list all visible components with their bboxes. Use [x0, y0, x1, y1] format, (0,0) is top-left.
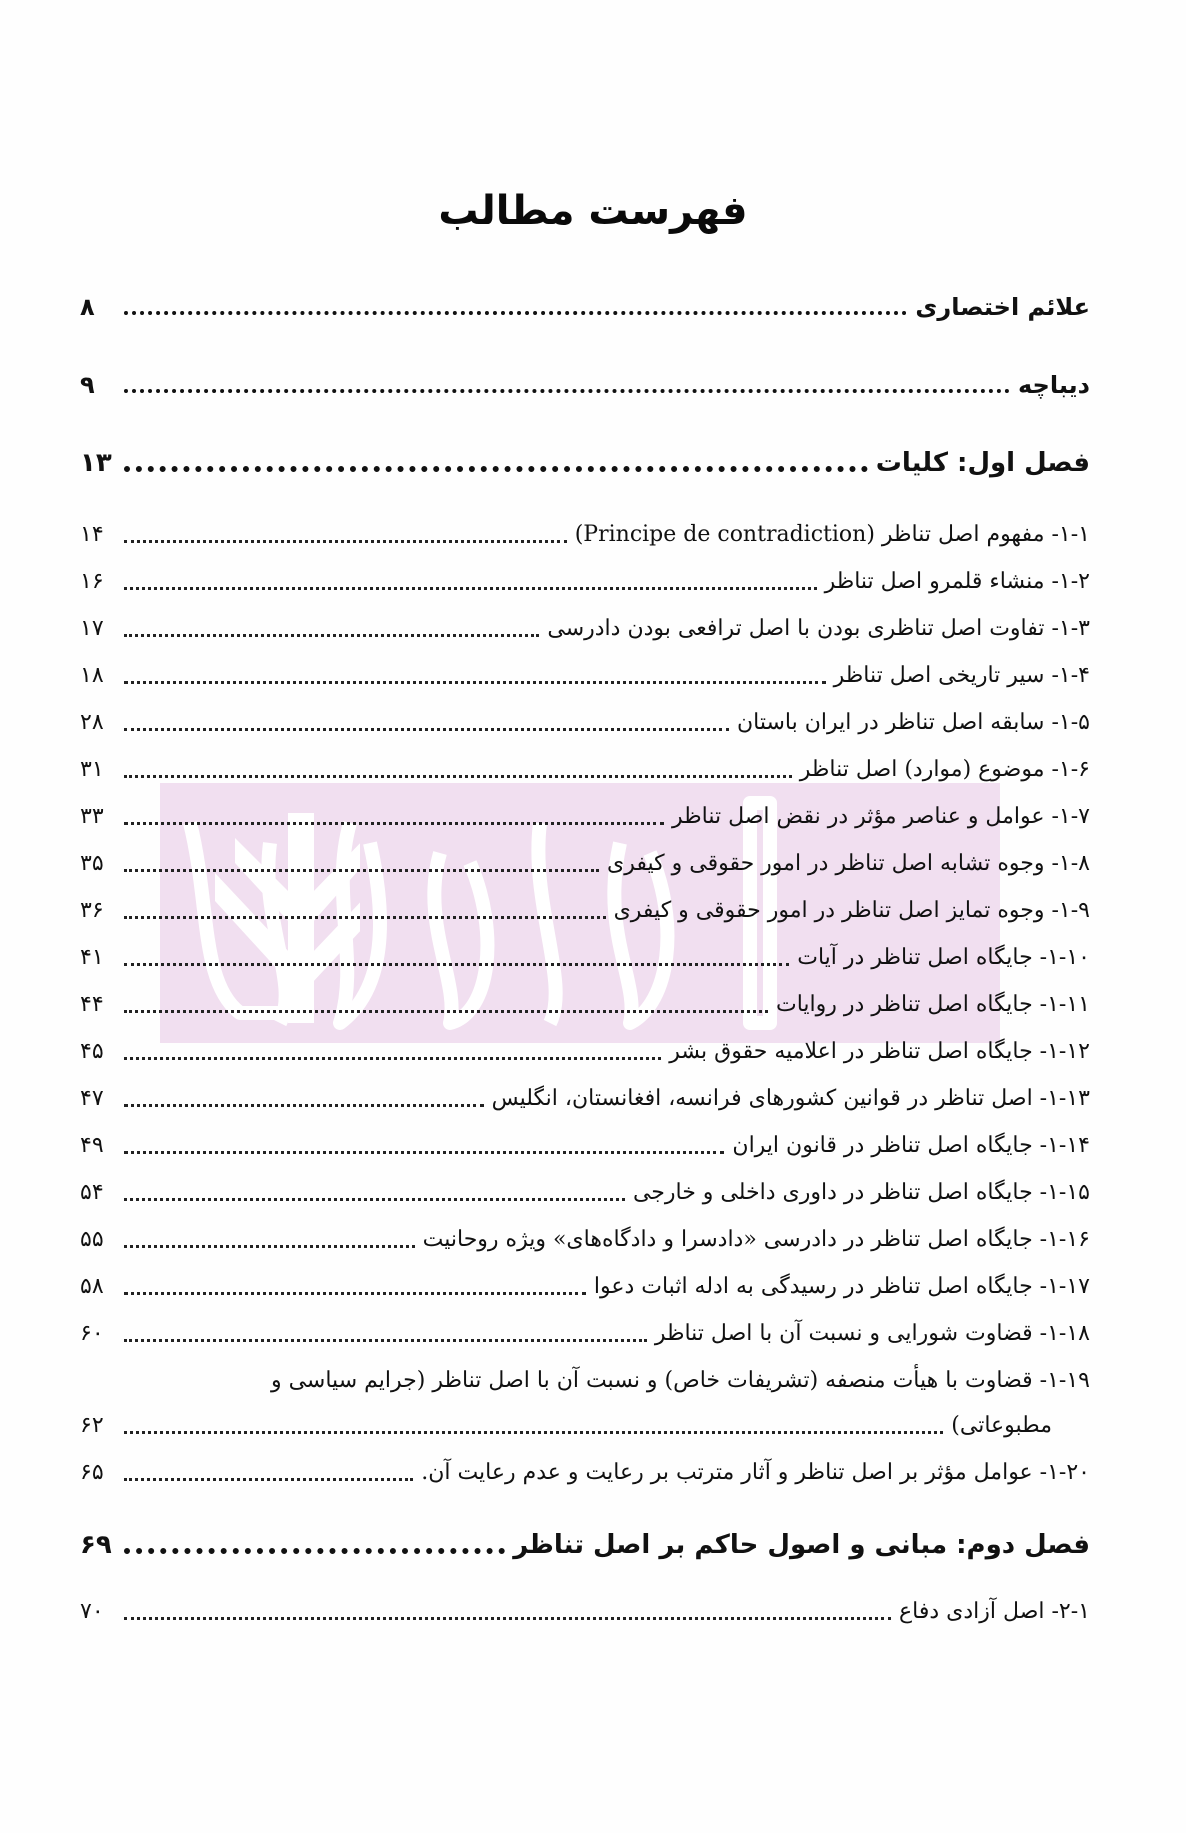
- toc-page-number: ۵۵: [80, 1227, 104, 1252]
- toc-section-1-8[interactable]: [80, 849, 1090, 879]
- toc-section-1-12[interactable]: [80, 1037, 1090, 1067]
- toc-entry-label: ۱-۱۸- قضاوت شورایی و نسبت آن با اصل تناظر: [654, 1321, 1090, 1346]
- toc-section-1-15[interactable]: [80, 1178, 1090, 1208]
- toc-page-number: ۳۵: [80, 851, 104, 876]
- toc-section-1-1[interactable]: [80, 520, 1090, 550]
- toc-page-number: ۹: [80, 371, 95, 399]
- toc-section-2-1[interactable]: [80, 1597, 1090, 1627]
- toc-entry-label: ۱-۳- تفاوت اصل تناظری بودن با اصل ترافعی بودن دادرسی: [547, 616, 1090, 641]
- toc-page-number: ۳۱: [80, 757, 104, 782]
- dot-leader: [124, 1616, 891, 1620]
- toc-page-number: ۳۶: [80, 898, 104, 923]
- toc-page-number: ۸: [80, 293, 95, 321]
- toc-section-1-10[interactable]: [80, 943, 1090, 973]
- toc-section-1-5[interactable]: [80, 708, 1090, 738]
- dot-leader: [124, 1150, 724, 1154]
- toc-entry-label: ۲-۱- اصل آزادی دفاع: [899, 1599, 1090, 1624]
- toc-section-1-3[interactable]: [80, 614, 1090, 644]
- toc-page-number: ۴۴: [80, 992, 104, 1017]
- toc-entry-label: ۱-۷- عوامل و عناصر مؤثر در نقض اصل تناظر: [671, 804, 1090, 829]
- toc-page-number: ۲۸: [80, 710, 104, 735]
- toc-entry-abbreviations[interactable]: [80, 292, 1090, 322]
- toc-entry-label: ۱-۱۳- اصل تناظر در قوانین کشورهای فرانسه، افغانستان، انگلیس: [491, 1086, 1090, 1111]
- toc-entry-label: ۱-۱۴- جایگاه اصل تناظر در قانون ایران: [732, 1133, 1090, 1158]
- toc-page-number: ۵۸: [80, 1274, 104, 1299]
- toc-section-1-7[interactable]: [80, 802, 1090, 832]
- toc-section-1-6[interactable]: [80, 755, 1090, 785]
- dot-leader: [124, 1430, 943, 1434]
- toc-entry-label: ۱-۴- سیر تاریخی اصل تناظر: [833, 663, 1090, 688]
- toc-page-number: ۱۴: [80, 522, 104, 547]
- toc-entry-label: ۱-۱۵- جایگاه اصل تناظر در داوری داخلی و خارجی: [632, 1180, 1090, 1205]
- dot-leader: [124, 1009, 768, 1013]
- dot-leader: [124, 680, 826, 684]
- toc-page-number: ۱۳: [80, 448, 112, 478]
- toc-entry-label: ۱-۱۷- جایگاه اصل تناظر در رسیدگی به ادله اثبات دعوا: [593, 1274, 1090, 1299]
- dot-leader: [124, 962, 789, 966]
- toc-page-number: ۶۹: [80, 1530, 112, 1560]
- toc-section-1-19-continued[interactable]: [80, 1411, 1090, 1441]
- dot-leader: [124, 727, 729, 731]
- dot-leader: [124, 1338, 647, 1342]
- toc-page-number: ۷۰: [80, 1599, 104, 1624]
- toc-entry-label: ۱-۲- منشاء قلمرو اصل تناظر: [824, 569, 1090, 594]
- dot-leader: [124, 1244, 415, 1248]
- page-title: فهرست مطالب: [438, 188, 748, 234]
- toc-entry-label: دیباچه: [1018, 371, 1090, 399]
- toc-page-number: ۱۸: [80, 663, 104, 688]
- toc-entry-label: ۱-۱۲- جایگاه اصل تناظر در اعلامیه حقوق بشر: [669, 1039, 1090, 1064]
- toc-section-1-4[interactable]: [80, 661, 1090, 691]
- toc-section-1-13[interactable]: [80, 1084, 1090, 1114]
- toc-section-1-11[interactable]: [80, 990, 1090, 1020]
- dot-leader: [124, 1103, 484, 1107]
- dot-leader: [124, 915, 606, 919]
- toc-page-number: ۶۰: [80, 1321, 104, 1346]
- dot-leader: [124, 465, 868, 472]
- toc-section-1-9[interactable]: [80, 896, 1090, 926]
- toc-chapter-label: فصل اول: کلیات: [875, 448, 1090, 478]
- toc-entry-label: ۱-۱۰- جایگاه اصل تناظر در آیات: [797, 945, 1090, 970]
- toc-page-number: ۶۲: [80, 1413, 104, 1438]
- toc-chapter-2[interactable]: [80, 1530, 1090, 1560]
- toc-entry-preface[interactable]: [80, 370, 1090, 400]
- toc-section-1-17[interactable]: [80, 1272, 1090, 1302]
- toc-page-number: ۱۶: [80, 569, 104, 594]
- toc-page-number: ۴۵: [80, 1039, 104, 1064]
- toc-entry-label: ۱-۶- موضوع (موارد) اصل تناظر: [799, 757, 1090, 782]
- dot-leader: [124, 1477, 413, 1481]
- toc-page-number: ۱۷: [80, 616, 104, 641]
- toc-section-1-19[interactable]: [80, 1366, 1090, 1396]
- toc-entry-label: ۱-۲۰- عوامل مؤثر بر اصل تناظر و آثار مترتب بر رعایت و عدم رعایت آن.: [421, 1460, 1090, 1485]
- dot-leader: [124, 310, 907, 315]
- dot-leader: [124, 586, 817, 590]
- toc-page-number: ۴۷: [80, 1086, 104, 1111]
- dot-leader: [124, 774, 792, 778]
- toc-entry-label: ۱-۱- مفهوم اصل تناظر (Principe de contradiction): [574, 522, 1090, 547]
- toc-entry-label: ۱-۸- وجوه تشابه اصل تناظر در امور حقوقی و کیفری: [607, 851, 1090, 876]
- toc-chapter-1[interactable]: [80, 448, 1090, 478]
- toc-section-1-14[interactable]: [80, 1131, 1090, 1161]
- dot-leader: [124, 539, 567, 543]
- toc-section-1-18[interactable]: [80, 1319, 1090, 1349]
- toc-entry-label: ۱-۵- سابقه اصل تناظر در ایران باستان: [736, 710, 1090, 735]
- toc-section-1-2[interactable]: [80, 567, 1090, 597]
- dot-leader: [124, 1291, 586, 1295]
- toc-page-number: ۴۹: [80, 1133, 104, 1158]
- toc-section-1-20[interactable]: [80, 1458, 1090, 1488]
- toc-entry-label: ۱-۱۱- جایگاه اصل تناظر در روایات: [776, 992, 1090, 1017]
- dot-leader: [124, 1197, 625, 1201]
- toc-entry-label: ۱-۱۶- جایگاه اصل تناظر در دادرسی «دادسرا و دادگاه‌های» ویژه روحانیت: [422, 1227, 1090, 1252]
- dot-leader: [124, 821, 664, 825]
- toc-page-number: ۵۴: [80, 1180, 104, 1205]
- toc-entry-label-line1: ۱-۱۹- قضاوت با هیأت منصفه (تشریفات خاص) و نسبت آن با اصل تناظر (جرایم سیاسی و: [270, 1368, 1090, 1393]
- dot-leader: [124, 633, 539, 637]
- toc-section-1-16[interactable]: [80, 1225, 1090, 1255]
- toc-entry-label: علائم اختصاری: [915, 293, 1090, 321]
- toc-chapter-label: فصل دوم: مبانی و اصول حاکم بر اصل تناظر: [513, 1530, 1090, 1560]
- toc-page-number: ۳۳: [80, 804, 104, 829]
- dot-leader: [124, 1056, 661, 1060]
- dot-leader: [124, 868, 599, 872]
- dot-leader: [124, 388, 1010, 393]
- toc-entry-label: ۱-۹- وجوه تمایز اصل تناظر در امور حقوقی و کیفری: [613, 898, 1090, 923]
- toc-page-number: ۴۱: [80, 945, 104, 970]
- toc-entry-label-line2: مطبوعاتی): [951, 1413, 1052, 1438]
- dot-leader: [124, 1547, 505, 1554]
- toc-page-number: ۶۵: [80, 1460, 104, 1485]
